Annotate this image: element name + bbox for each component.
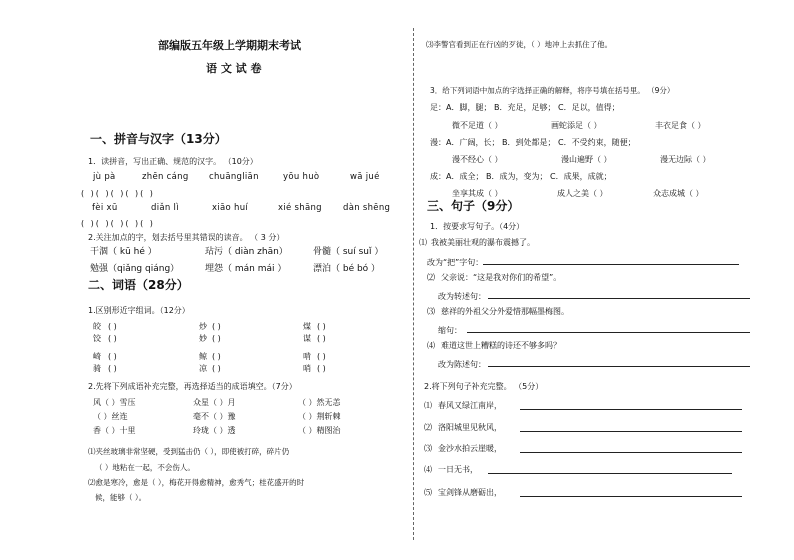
fill-sentence-1b: （ ）地粘在一起，不会伤人。 — [95, 463, 195, 472]
reading-4: 勉强（qiǎng qiáng） — [90, 264, 180, 274]
poem-answer-line-1[interactable] — [520, 409, 742, 410]
s2-q1-prompt: 1.区别形近字组词。（12分） — [88, 306, 190, 315]
idiom-6: （ ）荆斩棘 — [298, 412, 341, 421]
idiom-9: （ ）精图治 — [298, 426, 341, 435]
man-definitions: 漫：A．广阔，长； B．到处都是； C．不受约束，随便； — [430, 138, 636, 147]
sentence-1-task: 改为“把”字句： — [427, 258, 484, 267]
pinyin-2: zhēn cáng — [142, 172, 189, 182]
idiom-8: 玲珑（ ）透 — [193, 426, 236, 435]
man-word-3: 漫无边际（ ） — [660, 155, 711, 164]
poem-line-5: 宝剑锋从磨砺出， — [438, 488, 502, 497]
answer-brackets-2[interactable]: ( )( )( )( )( ) — [81, 219, 155, 228]
fill-sentence-2a: ⑵愈是寒冷，愈是（ ），梅花开得愈精神，愈秀气；桂花盛开的时 — [88, 478, 305, 487]
sentence-3-task: 缩句： — [438, 326, 462, 335]
answer-line-1[interactable] — [483, 264, 739, 265]
sentence-1: 我被美丽壮观的瀑布震撼了。 — [431, 238, 535, 247]
cheng-definitions: 成：A．成全； B．成为，变为； C．成果，成就； — [430, 172, 612, 181]
exam-title: 部编版五年级上学期期末考试 — [158, 39, 301, 52]
poem-line-1: 春风又绿江南岸， — [438, 401, 502, 410]
char-5: 煤 — [303, 322, 311, 331]
char-10: 凉 — [199, 364, 207, 373]
num-4: ⑷ — [427, 341, 435, 350]
reading-1: 干涸（ kū hé ） — [90, 247, 157, 257]
num-8: ⑷ — [424, 465, 432, 474]
pinyin-8: xiāo huí — [212, 203, 249, 213]
pinyin-4: yōu huò — [283, 172, 320, 182]
s1-q1-prompt: 1．读拼音，写出正确、规范的汉字。 （10分） — [88, 157, 258, 166]
num-1: ⑴ — [419, 238, 427, 247]
num-9: ⑸ — [424, 488, 432, 497]
char-1: 皎 — [93, 322, 101, 331]
num-3: ⑶ — [427, 307, 435, 316]
section-1-heading: 一、拼音与汉字（13分） — [90, 132, 227, 146]
man-word-2: 漫山遍野（ ） — [561, 155, 612, 164]
char-4: 妙 — [199, 334, 207, 343]
idiom-5: 毫不（ ）豫 — [193, 412, 236, 421]
s1-q2-prompt: 2.关注加点的字，划去括号里其错误的读音。 （ 3 分） — [88, 233, 285, 242]
char-6: 谋 — [303, 334, 311, 343]
pinyin-3: chuāngliān — [209, 172, 259, 182]
sentence-3: 慈祥的外祖父分外爱惜那幅墨梅图。 — [441, 307, 569, 316]
poem-answer-line-5[interactable] — [520, 496, 742, 497]
reading-6: 漂泊（ bé bó ） — [313, 264, 381, 274]
s3-q1-prompt: 1．按要求写句子。（4分） — [430, 222, 525, 231]
idiom-3: （ ）然无恙 — [298, 398, 341, 407]
num-7: ⑶ — [424, 444, 432, 453]
poem-answer-line-2[interactable] — [520, 431, 742, 432]
zu-definitions: 足：A．脚，腿； B．充足，足够； C．足以，值得； — [430, 103, 620, 112]
pinyin-5: wā jué — [350, 172, 380, 182]
s2-q2-prompt: 2.先将下列成语补充完整，再选择适当的成语填空。（7分） — [88, 382, 297, 391]
answer-brackets-1[interactable]: ( )( )( )( )( ) — [81, 189, 155, 198]
section-3-heading: 三、句子（9分） — [427, 199, 520, 213]
idiom-4: （ ）丝连 — [93, 412, 128, 421]
num-5: ⑴ — [424, 401, 432, 410]
sentence-2: 父亲说：“这是我对你们的希望”。 — [441, 273, 562, 282]
sentence-4-task: 改为陈述句： — [438, 360, 486, 369]
cheng-word-3: 众志成城（ ） — [653, 189, 704, 198]
char-3: 炒 — [199, 322, 207, 331]
pinyin-1: jù pà — [93, 172, 116, 182]
column-divider — [413, 28, 415, 540]
poem-line-4: 一日无书， — [438, 465, 478, 474]
answer-line-2[interactable] — [488, 298, 750, 299]
zu-word-3: 丰衣足食（ ） — [655, 121, 706, 130]
char-7: 崎 — [93, 352, 101, 361]
section-2-heading: 二、词语（28分） — [88, 278, 189, 292]
idiom-2: 众星（ ）月 — [193, 398, 236, 407]
char-8: 骑 — [93, 364, 101, 373]
fill-sentence-3: ⑶李警官看到正在行凶的歹徒，（ ）地冲上去抓住了他。 — [426, 40, 613, 49]
pinyin-6: fèi xū — [92, 203, 118, 213]
poem-answer-line-4[interactable] — [488, 473, 732, 474]
sentence-4: 难道这世上糟糕的诗还不够多吗？ — [441, 341, 561, 350]
man-word-1: 漫不经心（ ） — [452, 155, 503, 164]
pinyin-10: dàn shēng — [343, 203, 391, 213]
cheng-word-1: 坐享其成（ ） — [452, 189, 503, 198]
exam-page: 部编版五年级上学期期末考试 语 文 试 卷 一、拼音与汉字（13分） 1．读拼音，写出正确、规范的汉字。 （10分） jù pà zhēn cáng chuāngliān yōu huò wā jué ( )( )( )( )( ) fèi xū diǎn lì xiāo huí xié shāng dàn shēng ( )( )( )( )( ) 2.关注加点的字，划去括号里其错误的读音。 （ 3 分） 干涸（ kū hé ） 玷污（ diàn zhān） 骨髓（ suí suǐ ） 勉强（qiǎng qiáng） 埋怨（ mán mái ） 漂泊（ bé bó ） 二、词语（28分） 1.区别形近字组词。（12分） 皎 ( ) 炒 ( ) 煤 ( ) 饺 ( ) 妙 ( ) 谋 ( ) 崎 ( ) 鲸 ( ) 啃 ( ) 骑 ( ) 凉 ( ) 哨 ( ) 2.先将下列成语补充完整，再选择适当的成语填空。（7分） 风（ ）雪压 众星（ ）月 （ ）然无恙 （ ）丝连 毫不（ ）豫 （ ）荆斩棘 香（ ）十里 玲珑（ ）透 （ ）精图治 ⑴夹丝玻璃非常坚硬，受到猛击仍（ ），即使被打碎，碎片仍 （ ）地粘在一起，不会伤人。 ⑵愈是寒冷，愈是（ ），梅花开得愈精神，愈秀气；桂花盛开的时 候，能够（ ）。 ⑶李警官看到正在行凶的歹徒，（ ）地冲上去抓住了他。 3．给下列词语中加点的字选择正确的解释，将序号填在括号里。 （9分） 足：A．脚，腿； B．充足，足够； C．足以，值得； 微不足道（ ） 画蛇添足（ ） 丰衣足食（ ） 漫：A．广阔，长； B．到处都是； C．不受约束，随便； 漫不经心（ ） 漫山遍野（ ） 漫无边际（ ） 成：A．成全； B．成为，变为； C．成果，成就； 坐享其成（ ） 成人之美（ ） 众志成城（ ） 三、句子（9分） 1．按要求写句子。（4分） ⑴ 我被美丽壮观的瀑布震撼了。 改为“把”字句： ⑵ 父亲说：“这是我对你们的希望”。 改为转述句： ⑶ 慈祥的外祖父分外爱惜那幅墨梅图。 缩句： ⑷ 难道这世上糟糕的诗还不够多吗？ 改为陈述句： 2.将下列句子补充完整。 （5分） ⑴ 春风又绿江南岸， ⑵ 洛阳城里见秋风， ⑶ 金沙水拍云崖暖， ⑷ 一日无书， ⑸ 宝剑锋从磨砺出， — [0, 0, 794, 560]
answer-line-4[interactable] — [488, 366, 750, 367]
s3-q2-prompt: 2.将下列句子补充完整。 （5分） — [424, 382, 544, 391]
zu-word-2: 画蛇添足（ ） — [551, 121, 602, 130]
answer-line-3[interactable] — [467, 332, 750, 333]
idiom-7: 香（ ）十里 — [93, 426, 136, 435]
fill-sentence-2b: 候，能够（ ）。 — [95, 493, 147, 502]
zu-word-1: 微不足道（ ） — [452, 121, 503, 130]
pinyin-9: xié shāng — [278, 203, 322, 213]
char-2: 饺 — [93, 334, 101, 343]
char-9: 鲸 — [199, 352, 207, 361]
q3-select-prompt: 3．给下列词语中加点的字选择正确的解释，将序号填在括号里。 （9分） — [430, 86, 675, 95]
num-6: ⑵ — [424, 423, 432, 432]
poem-answer-line-3[interactable] — [520, 452, 742, 453]
sentence-2-task: 改为转述句： — [438, 292, 486, 301]
cheng-word-2: 成人之美（ ） — [557, 189, 608, 198]
reading-2: 玷污（ diàn zhān） — [205, 247, 288, 257]
exam-subtitle: 语 文 试 卷 — [206, 62, 262, 75]
num-2: ⑵ — [427, 273, 435, 282]
idiom-1: 风（ ）雪压 — [93, 398, 136, 407]
fill-sentence-1a: ⑴夹丝玻璃非常坚硬，受到猛击仍（ ），即使被打碎，碎片仍 — [88, 447, 290, 456]
reading-3: 骨髓（ suí suǐ ） — [313, 247, 384, 257]
char-12: 哨 — [303, 364, 311, 373]
poem-line-3: 金沙水拍云崖暖， — [438, 444, 502, 453]
reading-5: 埋怨（ mán mái ） — [205, 264, 287, 274]
pinyin-7: diǎn lì — [151, 203, 179, 213]
char-11: 啃 — [303, 352, 311, 361]
poem-line-2: 洛阳城里见秋风， — [438, 423, 502, 432]
